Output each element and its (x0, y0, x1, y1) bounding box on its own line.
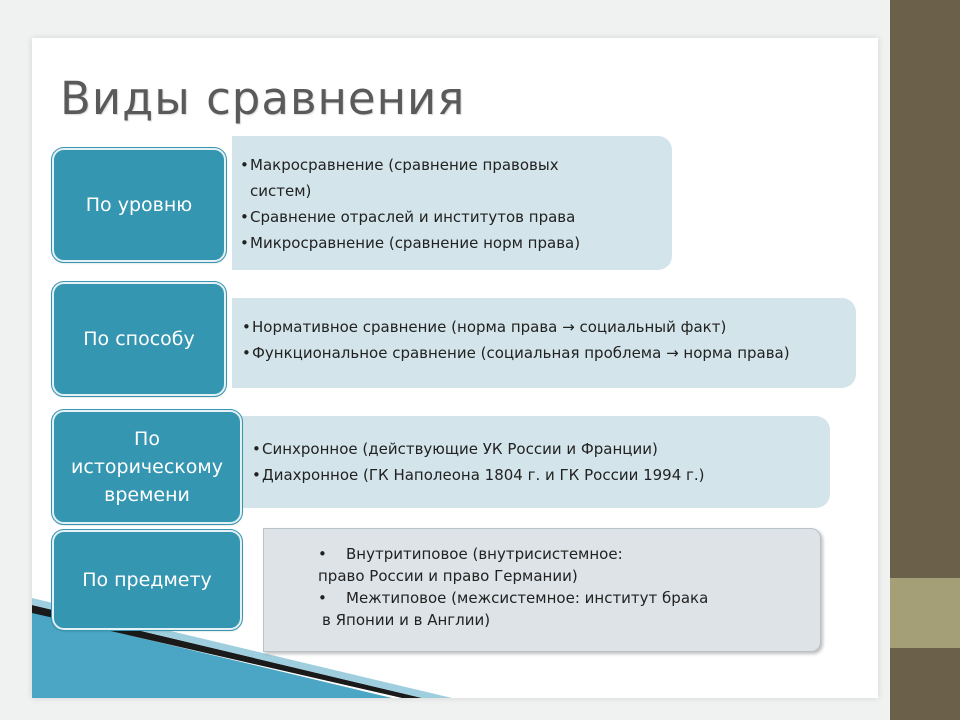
category-label-line: историческому (71, 456, 223, 478)
category-label: По уровню (85, 194, 193, 216)
panel-level-list (240, 152, 672, 256)
panel-historical-list (252, 436, 830, 488)
list-item: • Внутритиповое (внутрисистемное: (318, 545, 623, 563)
panel-level (232, 136, 672, 270)
list-item: • Нормативное сравнение (норма права → социальный факт) (242, 314, 856, 340)
right-decor-accent (890, 578, 960, 648)
list-item: • Диахронное (ГК Наполеона 1804 г. и ГК России 1994 г.) (252, 462, 830, 488)
list-item-continuation: право России и право Германии) (318, 567, 578, 585)
list-item: • Синхронное (действующие УК России и Франции) (252, 436, 830, 462)
category-by-historical-time (52, 410, 242, 524)
category-by-level (52, 148, 226, 262)
panel-historical (240, 416, 830, 508)
category-label: По предмету (82, 569, 212, 591)
category-label: По способу (83, 328, 195, 350)
list-item: • Функциональное сравнение (социальная проблема → норма права) (242, 340, 856, 366)
category-label-line: времени (104, 484, 190, 506)
bullet: • (318, 589, 327, 607)
list-item-continuation: в Японии и в Англии) (322, 611, 491, 629)
category-by-subject (52, 530, 242, 630)
slide-title: Виды сравнения (60, 72, 466, 125)
list-item: • Микросравнение (сравнение норм права) (240, 230, 672, 256)
panel-subject (263, 528, 821, 652)
category-by-method (52, 282, 226, 396)
panel-method-list (242, 314, 856, 366)
category-label-line: По (134, 428, 160, 450)
list-item: • Межтиповое (межсистемное: институт брака (318, 589, 709, 607)
bullet: • (318, 545, 327, 563)
panel-method (232, 298, 856, 388)
list-item: • Сравнение отраслей и институтов права (240, 204, 672, 230)
list-item: • Макросравнение (сравнение правовых систем) (240, 152, 600, 204)
